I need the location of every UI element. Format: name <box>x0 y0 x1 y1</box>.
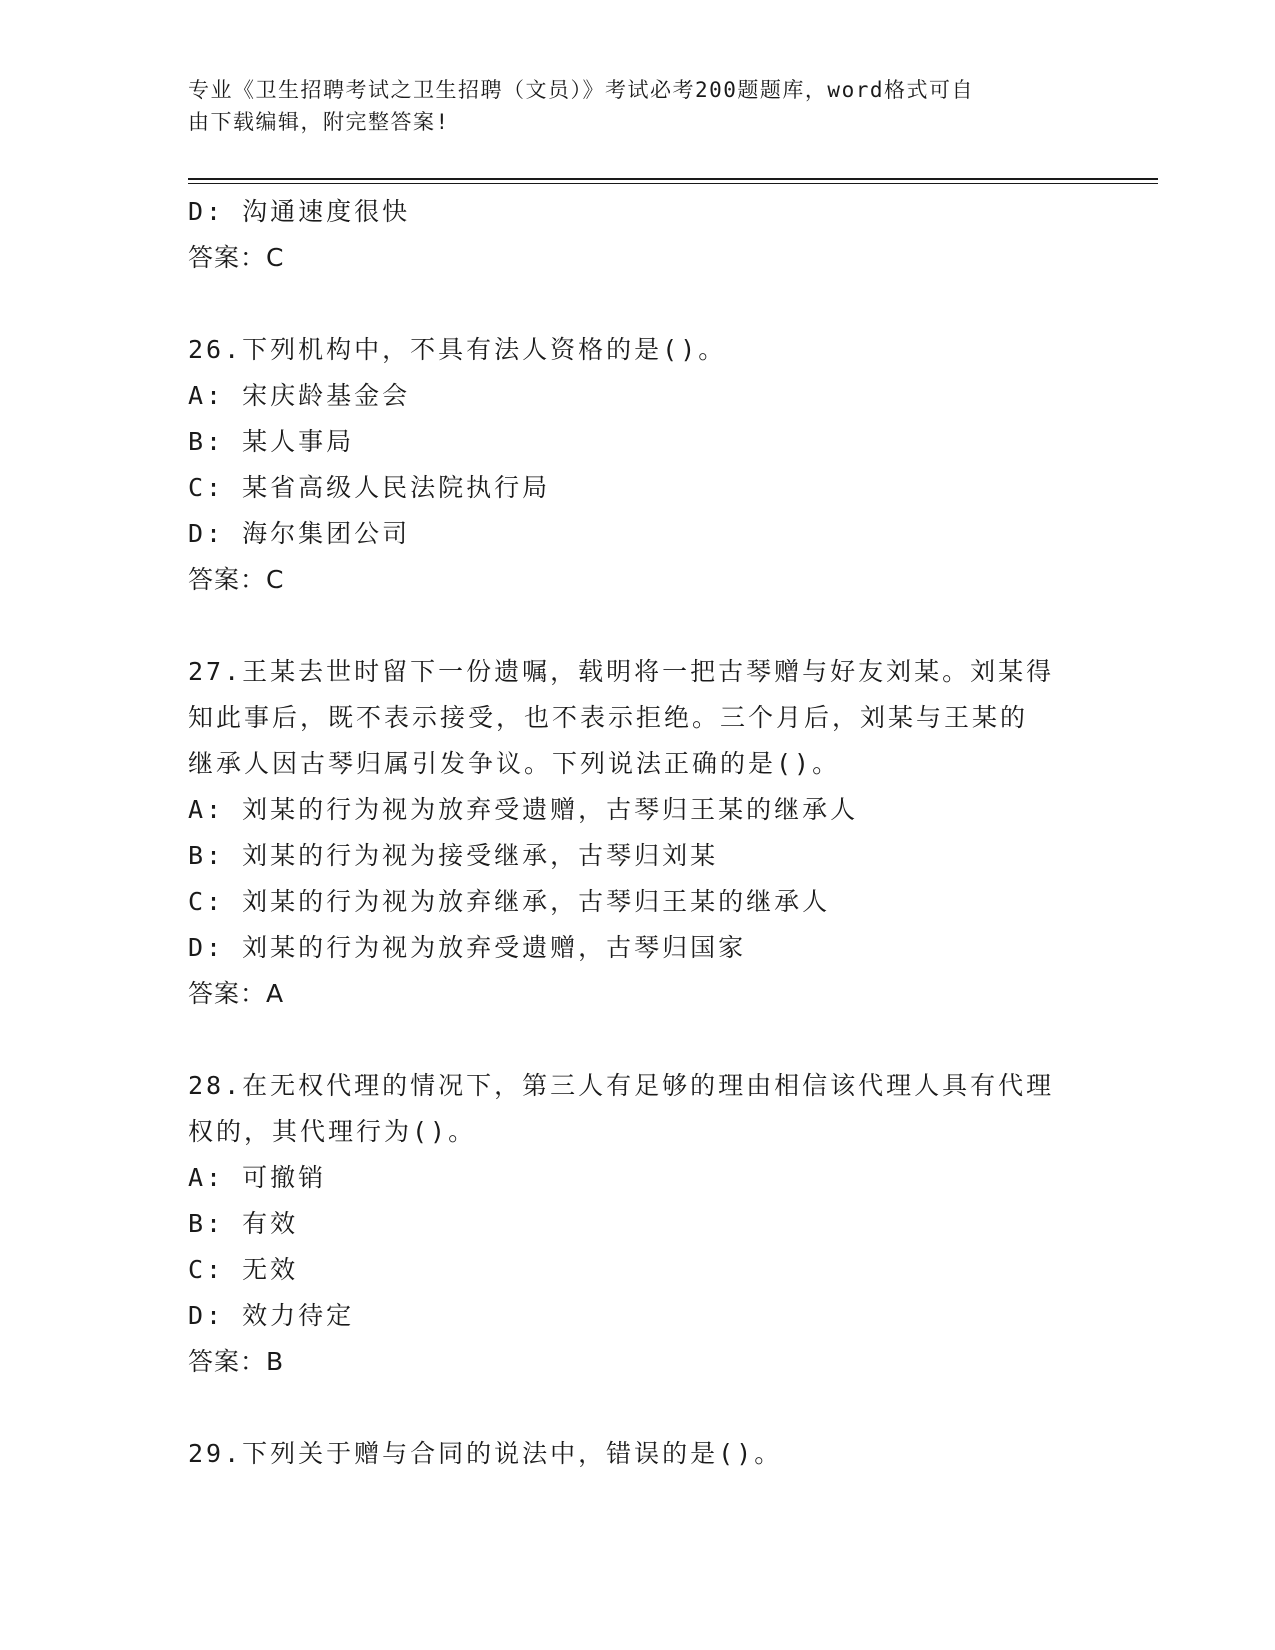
answer: 答案：B <box>188 1347 285 1376</box>
question-26 <box>188 327 1088 603</box>
answer: 答案：A <box>188 979 285 1008</box>
option-b: B: 有效 <box>188 1209 299 1238</box>
header-line: 专业《卫生招聘考试之卫生招聘（文员）》考试必考200题题库，word格式可自 <box>188 78 974 102</box>
spacer <box>188 603 1088 649</box>
question-stem: 权的，其代理行为()。 <box>188 1117 477 1146</box>
header-line: 由下载编辑，附完整答案! <box>188 110 450 134</box>
question-stem: 26.下列机构中，不具有法人资格的是()。 <box>188 335 727 364</box>
header-divider-thin <box>188 183 1158 184</box>
question-content <box>188 189 1088 1477</box>
option-c: C: 刘某的行为视为放弃继承，古琴归王某的继承人 <box>188 887 831 916</box>
question-27 <box>188 649 1088 1017</box>
spacer <box>188 281 1088 327</box>
answer: 答案：C <box>188 565 285 594</box>
spacer <box>188 1385 1088 1431</box>
option-d: D: 沟通速度很快 <box>188 197 411 226</box>
document-header <box>188 74 1068 138</box>
header-divider <box>188 178 1158 180</box>
option-d: D: 海尔集团公司 <box>188 519 411 548</box>
option-d: D: 效力待定 <box>188 1301 355 1330</box>
option-a: A: 宋庆龄基金会 <box>188 381 411 410</box>
question-stem: 28.在无权代理的情况下，第三人有足够的理由相信该代理人具有代理 <box>188 1071 1055 1100</box>
question-stem: 27.王某去世时留下一份遗嘱，载明将一把古琴赠与好友刘某。刘某得 <box>188 657 1055 686</box>
option-b: B: 某人事局 <box>188 427 355 456</box>
option-c: C: 某省高级人民法院执行局 <box>188 473 551 502</box>
question-stem: 继承人因古琴归属引发争议。下列说法正确的是()。 <box>188 749 841 778</box>
question-28 <box>188 1063 1088 1385</box>
question-25-tail <box>188 189 1088 281</box>
spacer <box>188 1017 1088 1063</box>
option-a: A: 可撤销 <box>188 1163 327 1192</box>
option-c: C: 无效 <box>188 1255 299 1284</box>
answer: 答案：C <box>188 243 285 272</box>
option-b: B: 刘某的行为视为接受继承，古琴归刘某 <box>188 841 719 870</box>
option-d: D: 刘某的行为视为放弃受遗赠，古琴归国家 <box>188 933 747 962</box>
question-29 <box>188 1431 1088 1477</box>
question-stem: 知此事后，既不表示接受，也不表示拒绝。三个月后，刘某与王某的 <box>188 703 1029 732</box>
option-a: A: 刘某的行为视为放弃受遗赠，古琴归王某的继承人 <box>188 795 859 824</box>
question-stem: 29.下列关于赠与合同的说法中，错误的是()。 <box>188 1439 783 1468</box>
